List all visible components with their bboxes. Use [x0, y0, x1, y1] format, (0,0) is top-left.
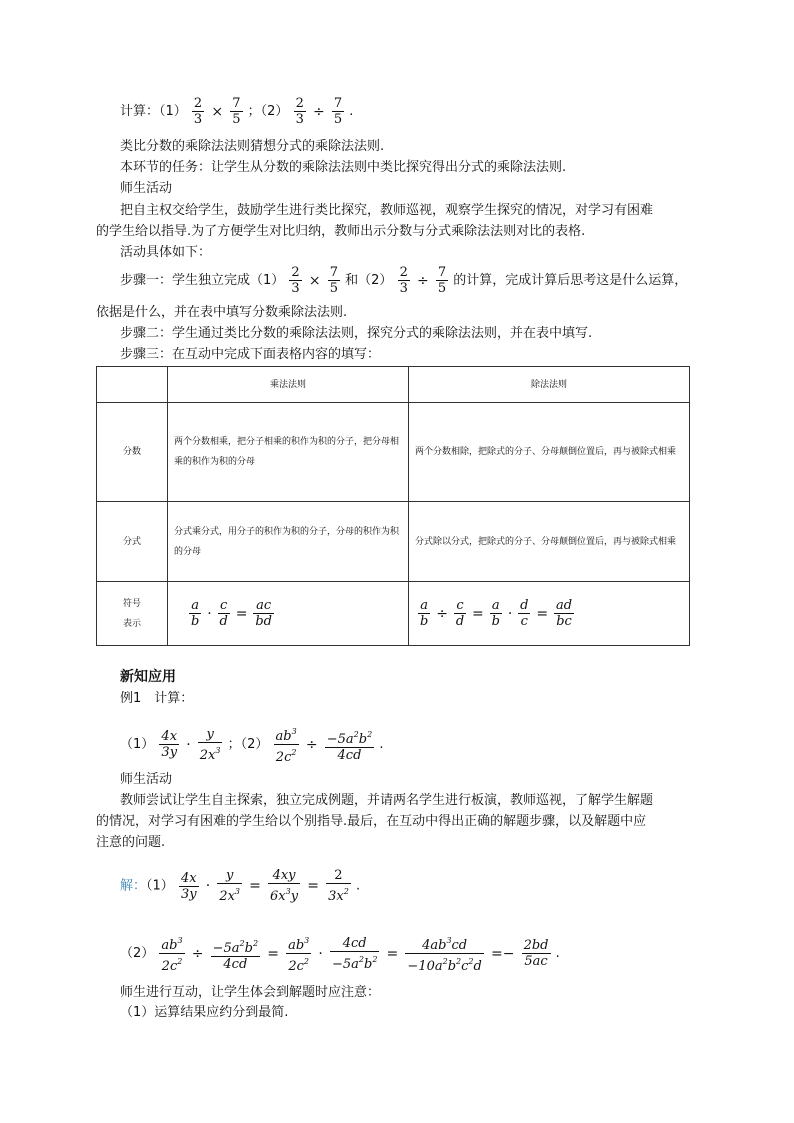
table-row-fraction — [97, 403, 690, 502]
sol2-dot: · — [318, 945, 323, 962]
sol-frac-y-2x3: $\frac{y}{2x^3}$ — [219, 868, 240, 904]
rules-comparison-table — [96, 366, 690, 646]
row-label-rational: 分式 — [97, 502, 168, 582]
fraction-7-5-c: $\frac{7}{5}$ — [329, 265, 338, 296]
frac-4x-3y: $\frac{4x}{3y}$ — [161, 729, 178, 760]
calc-separator: ；（2） — [247, 104, 289, 119]
frac-5a2b2-4cd: $\frac{-5a^2b^2}{4cd}$ — [326, 729, 373, 763]
divide-sign: ÷ — [312, 103, 325, 120]
div-op: ÷ — [436, 605, 448, 622]
label-symbol: 符号 — [122, 598, 141, 609]
solution-part-1 — [120, 868, 360, 904]
sol-frac-4x-3y: $\frac{4x}{3y}$ — [180, 870, 197, 902]
dot-op-2: · — [507, 605, 513, 622]
frac-ac-bd: $\frac{ac}{bd}$ — [255, 598, 272, 629]
fraction-2-3: $\frac{2}{3}$ — [193, 96, 203, 127]
div-op-3: ÷ — [305, 736, 318, 753]
part-1-label: （1） — [120, 737, 155, 752]
step-one-line — [120, 265, 687, 296]
sol-end-1: . — [355, 878, 361, 894]
header-multiplication: 乘法法则 — [168, 367, 409, 403]
frac-c-d-2: $\frac{c}{d}$ — [455, 598, 465, 629]
sol-end-2: . — [555, 946, 560, 961]
frac-c-d: $\frac{c}{d}$ — [219, 598, 228, 629]
header-division: 除法法则 — [409, 367, 690, 403]
sol2-frac-ab3-2c2-b: $\frac{ab^3}{2c^2}$ — [288, 936, 310, 974]
cell-rational-divide: 分式除以分式，把除式的分子、分母颠倒位置后，再与被除式相乘 — [409, 502, 690, 582]
cell-rational-multiply: 分式乘分式，用分子的积作为积的分子，分母的积作为积的分母 — [168, 502, 409, 582]
dot-op: · — [207, 605, 212, 622]
dot-op-3: · — [186, 736, 191, 753]
fraction-7-5: $\frac{7}{5}$ — [232, 96, 241, 127]
line-task: 本环节的任务：让学生从分数的乘除法法则中类比探究得出分式的乘除法法则. — [120, 160, 567, 175]
equals-op-3: = — [536, 605, 549, 622]
sol2-frac-4cd: $\frac{4cd}{-5a^2b^2}$ — [331, 935, 378, 972]
label-notation: 表示 — [122, 618, 141, 629]
paragraph-1b: 的学生给以指导.为了方便学生对比归纳，教师出示分数与分式乘除法法则对比的表格. — [96, 224, 586, 239]
sol-eq-1: = — [249, 878, 261, 894]
times-sign-2: × — [308, 272, 321, 289]
calc-end: . — [349, 104, 354, 119]
fraction-2-3-b: $\frac{2}{3}$ — [295, 96, 304, 127]
sol2-eq-1: = — [267, 945, 279, 962]
calc-prefix: 计算：（1） — [120, 104, 187, 119]
note-1: （1）运算结果应约分到最简. — [120, 1005, 289, 1020]
solution-part-1-label: （1） — [146, 878, 174, 894]
paragraph-1a: 把自主权交给学生，鼓励学生进行类比探究，教师巡视，观察学生探究的情况，对学习有困难 — [120, 203, 654, 218]
app-paragraph-a: 教师尝试让学生自主探索，独立完成例题，并请两名学生进行板演，教师巡视，了解学生解题 — [120, 793, 654, 808]
app-paragraph-c: 注意的问题. — [96, 835, 166, 850]
step-one-and: 和（2） — [345, 273, 393, 288]
steps-intro: 活动具体如下： — [120, 245, 212, 260]
table-row-rational-expression — [97, 502, 690, 582]
frac-d-c: $\frac{d}{c}$ — [520, 598, 529, 629]
app-paragraph-b: 的情况，对学习有困难的学生给以个别指导.最后，在互动中得出正确的解题步骤，以及解题中应 — [96, 814, 647, 829]
example-1-expression — [120, 724, 383, 765]
sol2-frac-ab3-2c2: $\frac{ab^3}{2c^2}$ — [161, 936, 183, 974]
solution-label: 解： — [120, 878, 147, 894]
step-two: 步骤二：学生通过类比分数的乘除法法则，探究分式的乘除法法则，并在表中填写. — [120, 326, 593, 341]
section-heading-application: 新知应用 — [120, 669, 176, 685]
sol-frac-4xy: $\frac{4xy}{6x^3y}$ — [270, 868, 299, 904]
cell-fraction-multiply: 两个分数相乘，把分子相乘的积作为积的分子，把分母相乘的积作为积的分母 — [168, 403, 409, 502]
cell-fraction-divide: 两个分数相除，把除式的分子、分母颠倒位置后，再与被除式相乘 — [409, 403, 690, 502]
table-row-symbolic — [97, 582, 690, 646]
line-analogy: 类比分数的乘除法法则猜想分式的乘除法法则. — [120, 139, 385, 154]
example-1-label: 例1 计算： — [120, 691, 194, 706]
row-label-symbolic — [97, 582, 168, 646]
part-2-label: ；（2） — [227, 737, 269, 752]
step-three: 步骤三：在互动中完成下面表格内容的填写： — [120, 347, 381, 362]
sol2-frac-4ab3cd: $\frac{4ab^3cd}{-10a^2b^2c^2d}$ — [407, 936, 482, 974]
heading-activity-2: 师生活动 — [120, 772, 173, 787]
solution-part-2-label: （2） — [120, 946, 155, 961]
intro-calc-line — [120, 96, 353, 127]
solution-part-2 — [120, 933, 560, 974]
fraction-7-5-b: $\frac{7}{5}$ — [333, 96, 343, 127]
sol2-div: ÷ — [191, 945, 204, 962]
sol2-eq-2: = — [386, 945, 399, 962]
frac-ab3-2c2: $\frac{ab^3}{2c^2}$ — [275, 727, 297, 765]
divide-sign-2: ÷ — [416, 272, 429, 289]
interaction-line: 师生进行互动，让学生体会到解题时应注意： — [120, 985, 381, 1000]
frac-ad-bc: $\frac{ad}{bc}$ — [555, 598, 573, 629]
sol-eq-2: = — [307, 878, 319, 894]
times-sign: × — [211, 103, 224, 120]
sol2-eq-3: =− — [490, 945, 515, 962]
frac-a-b: $\frac{a}{b}$ — [191, 598, 200, 629]
fraction-2-3-c: $\frac{2}{3}$ — [291, 265, 300, 296]
sol2-frac-2bd-5ac: $\frac{2bd}{5ac}$ — [523, 938, 549, 969]
fraction-7-5-d: $\frac{7}{5}$ — [437, 265, 447, 296]
frac-a-b-3: $\frac{a}{b}$ — [491, 598, 500, 629]
sol2-frac-5a2b2-4cd: $\frac{-5a^2b^2}{4cd}$ — [212, 938, 259, 972]
table-corner-cell — [97, 367, 168, 403]
table-header-row — [97, 367, 690, 403]
fraction-2-3-d: $\frac{2}{3}$ — [399, 265, 408, 296]
step-one-cont: 依据是什么，并在表中填写分数乘除法法则. — [96, 305, 348, 320]
equals-op: = — [235, 605, 248, 622]
cell-symbolic-multiply — [168, 582, 409, 646]
frac-y-2x3: $\frac{y}{2x^3}$ — [199, 726, 221, 763]
expr-end: . — [379, 737, 384, 752]
step-one-text-b: 的计算，完成计算后思考这是什么运算， — [453, 273, 688, 288]
equals-op-2: = — [472, 605, 484, 622]
cell-symbolic-divide — [409, 582, 690, 646]
row-label-fraction: 分数 — [97, 403, 168, 502]
step-one-text: 步骤一：学生独立完成（1） — [120, 273, 285, 288]
sol-frac-2-3x2: $\frac{2}{3x^2}$ — [328, 868, 349, 904]
heading-activity: 师生活动 — [120, 181, 173, 196]
sol-dot: · — [205, 878, 211, 894]
frac-a-b-2: $\frac{a}{b}$ — [420, 598, 429, 629]
